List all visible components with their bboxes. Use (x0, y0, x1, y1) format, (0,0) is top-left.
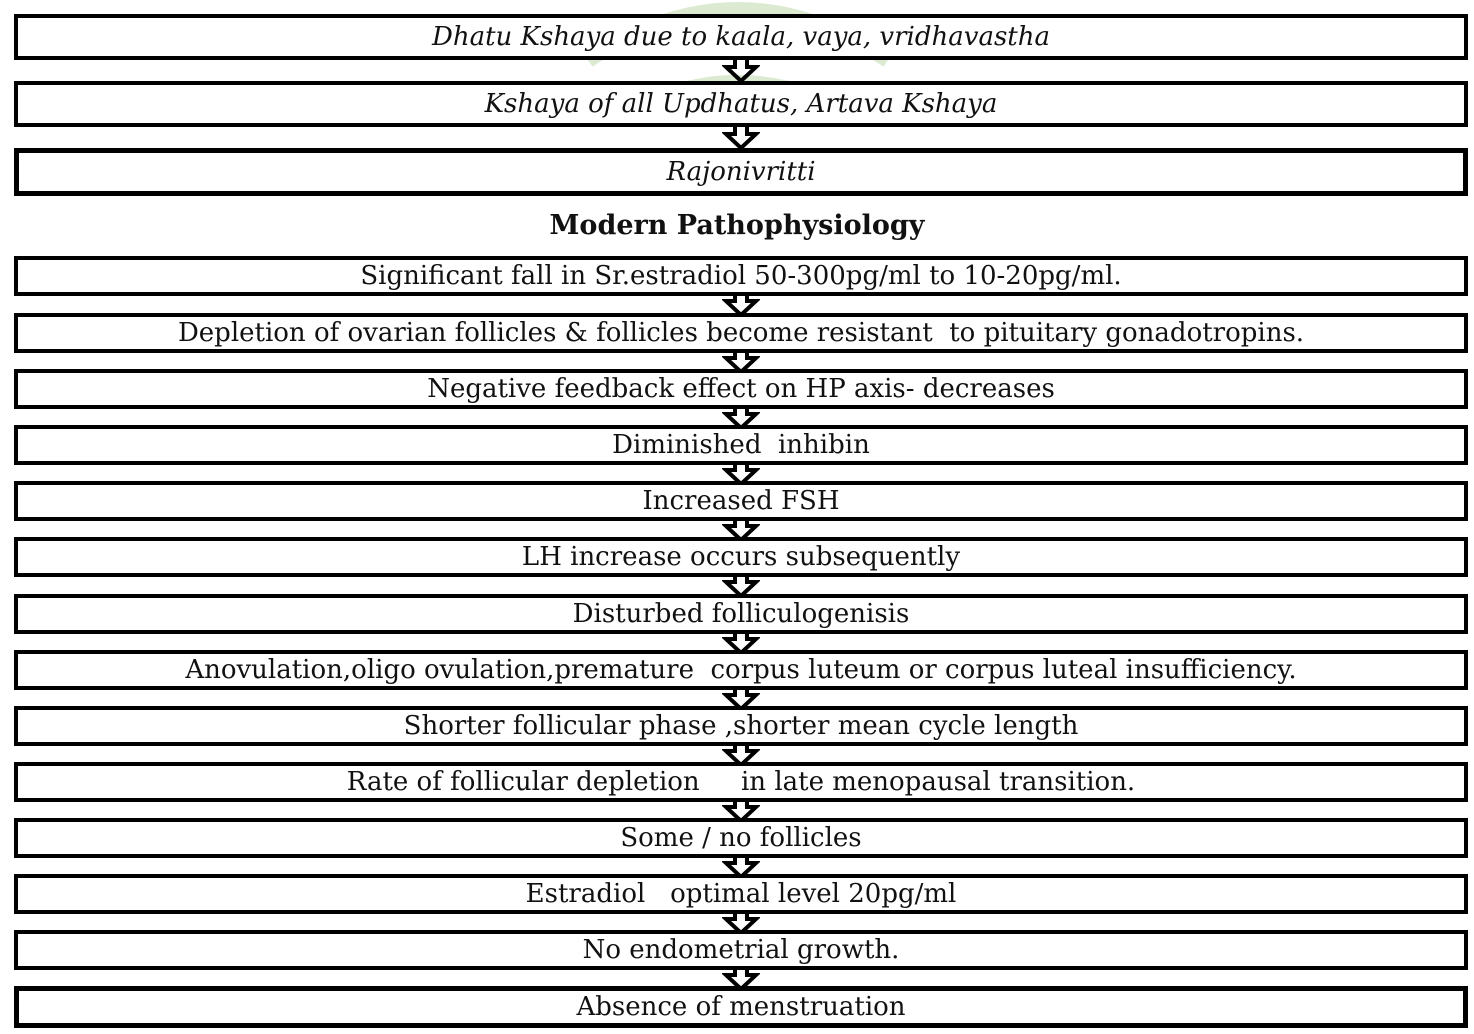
ayurveda-step-2 (14, 81, 1468, 127)
section-title: Modern Pathophysiology (549, 210, 925, 241)
down-arrow-icon (722, 517, 760, 541)
modern-step-1 (14, 256, 1468, 296)
down-arrow-icon (722, 461, 760, 485)
modern-step-8-text: Anovulation,oligo ovulation,premature corpus luteum or corpus luteal insufficiency. (185, 655, 1297, 685)
down-arrow-icon (722, 292, 760, 316)
modern-step-10 (14, 762, 1468, 802)
down-arrow-icon (722, 686, 760, 710)
down-arrow-icon (722, 798, 760, 822)
down-arrow-icon (722, 405, 760, 429)
modern-step-12 (14, 874, 1468, 914)
ayurveda-step-3-text: Rajonivritti (666, 157, 816, 187)
modern-step-5-text: Increased FSH (642, 486, 840, 516)
modern-step-2 (14, 313, 1468, 353)
modern-step-11-text: Some / no follicles (620, 823, 862, 853)
modern-step-3 (14, 369, 1468, 409)
down-arrow-icon (722, 966, 760, 990)
modern-step-7 (14, 594, 1468, 634)
modern-step-2-text: Depletion of ovarian follicles & follicles become resistant to pituitary gonadotropins. (177, 318, 1305, 348)
modern-step-13-text: No endometrial growth. (582, 935, 900, 965)
modern-step-14 (14, 986, 1468, 1028)
modern-step-12-text: Estradiol optimal level 20pg/ml (525, 879, 957, 909)
modern-step-6 (14, 537, 1468, 577)
ayurveda-step-1-text: Dhatu Kshaya due to kaala, vaya, vridhavastha (432, 22, 1050, 52)
modern-step-14-text: Absence of menstruation (576, 992, 906, 1022)
down-arrow-icon (722, 349, 760, 373)
down-arrow-icon (722, 58, 760, 82)
down-arrow-icon (722, 742, 760, 766)
down-arrow-icon (722, 910, 760, 934)
modern-step-8 (14, 650, 1468, 690)
modern-step-9-text: Shorter follicular phase ,shorter mean cycle length (403, 711, 1079, 741)
modern-step-1-text: Significant fall in Sr.estradiol 50-300pg/ml to 10-20pg/ml. (360, 261, 1122, 291)
modern-step-11 (14, 818, 1468, 858)
ayurveda-step-1 (14, 14, 1468, 60)
modern-step-10-text: Rate of follicular depletion in late menopausal transition. (346, 767, 1136, 797)
modern-step-4-text: Diminished inhibin (612, 430, 870, 460)
modern-step-5 (14, 481, 1468, 521)
ayurveda-step-3 (14, 148, 1468, 196)
down-arrow-icon (722, 854, 760, 878)
down-arrow-icon (722, 573, 760, 597)
modern-step-3-text: Negative feedback effect on HP axis- decreases (427, 374, 1055, 404)
down-arrow-icon (722, 125, 760, 149)
down-arrow-icon (722, 630, 760, 654)
modern-step-6-text: LH increase occurs subsequently (521, 542, 961, 572)
modern-step-4 (14, 425, 1468, 465)
modern-step-13 (14, 930, 1468, 970)
modern-step-9 (14, 706, 1468, 746)
ayurveda-step-2-text: Kshaya of all Updhatus, Artava Kshaya (484, 89, 998, 119)
modern-step-7-text: Disturbed folliculogenisis (572, 599, 910, 629)
